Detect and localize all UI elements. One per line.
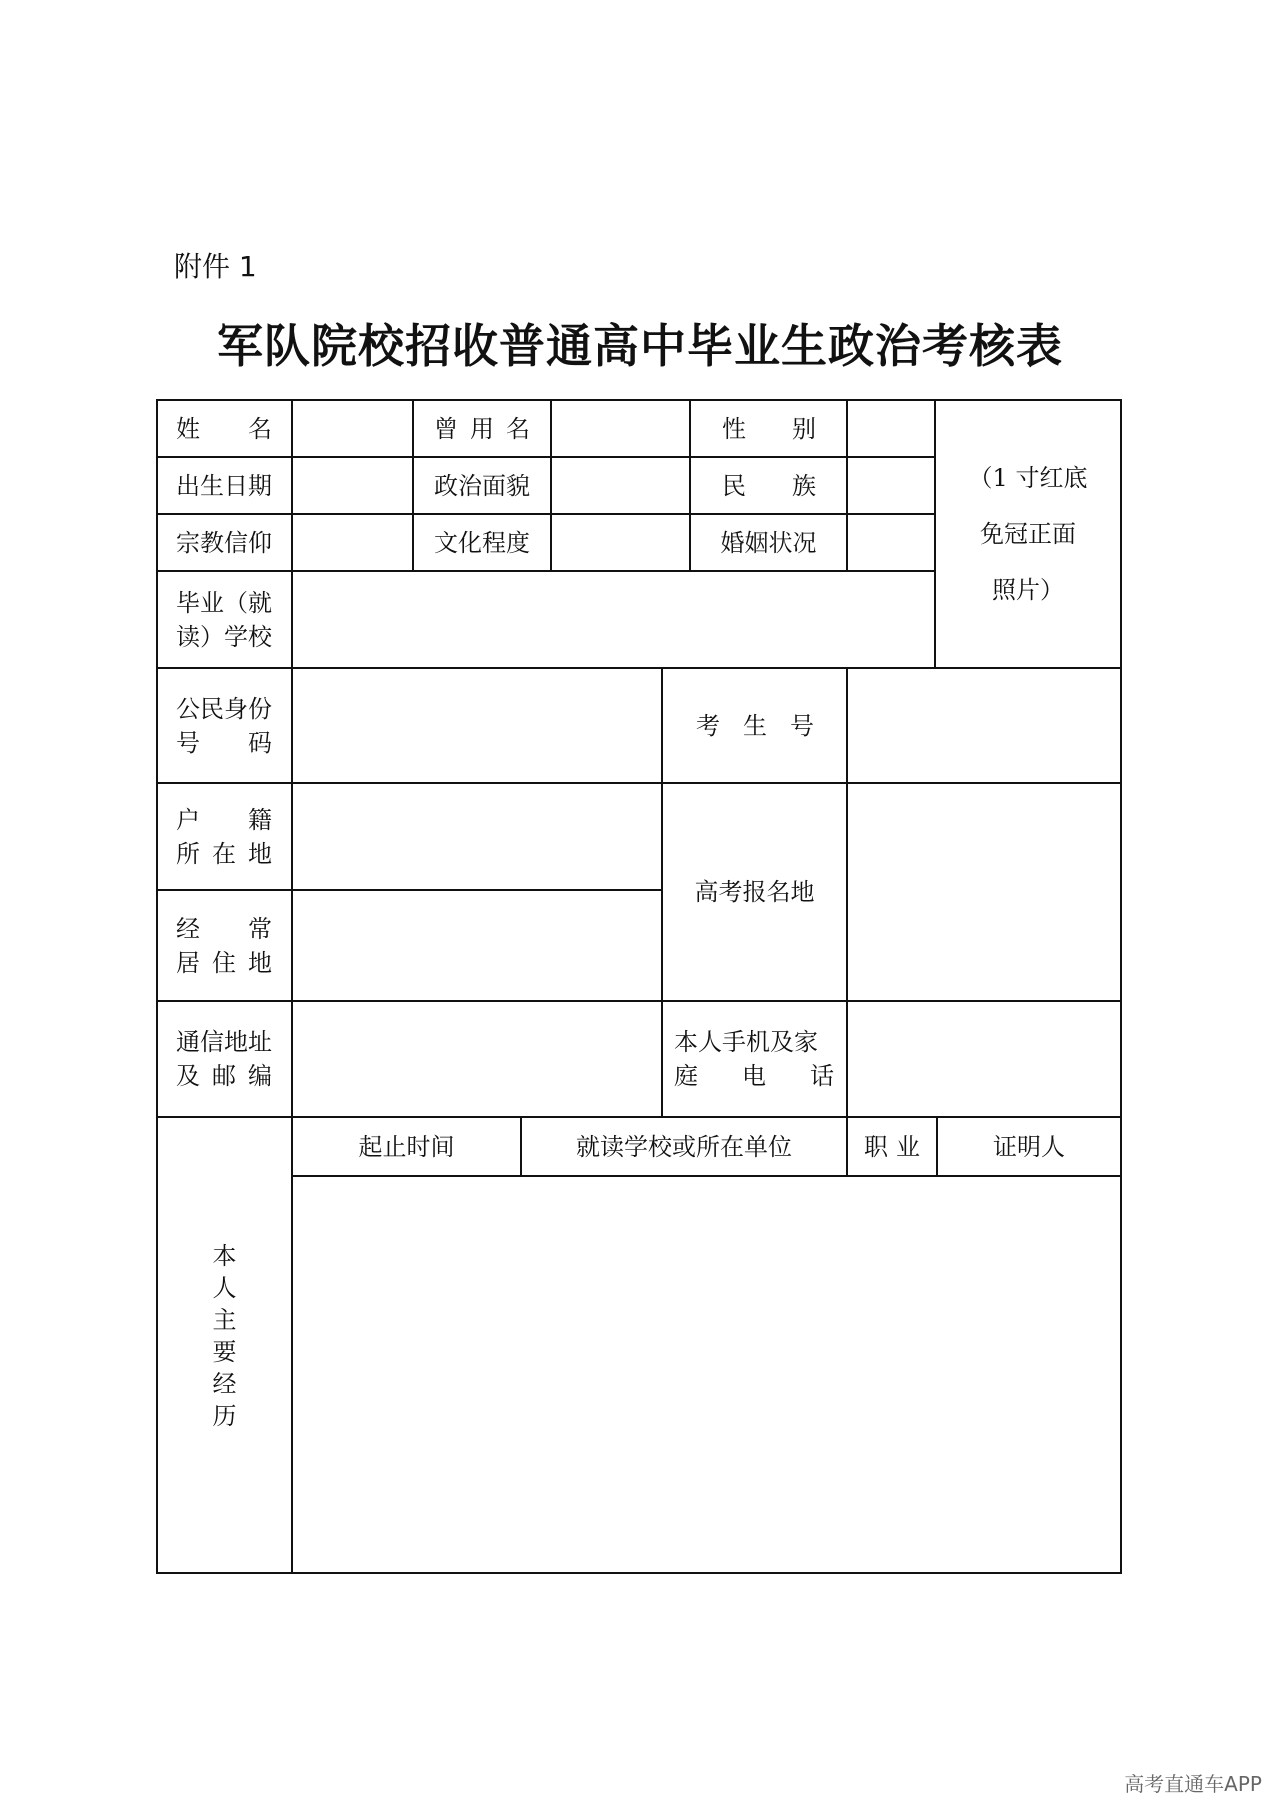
education-field[interactable] — [552, 515, 689, 570]
residence-field[interactable] — [293, 891, 661, 1000]
mailing-address-label: 通信地址 及 邮 编 — [176, 1028, 272, 1090]
exam-number-field[interactable] — [848, 669, 1120, 782]
name-label: 姓 名 — [176, 414, 272, 443]
marital-status-label: 婚姻状况 — [720, 528, 817, 557]
page-title: 军队院校招收普通高中毕业生政治考核表 — [217, 319, 1063, 373]
history-header-job: 职 业 — [864, 1132, 920, 1161]
exam-number-label: 考 生 号 — [696, 711, 814, 740]
mailing-address-field[interactable] — [293, 1002, 661, 1116]
school-label: 毕业（就 读）学校 — [176, 588, 272, 651]
id-number-label: 公民身份 号 码 — [176, 694, 272, 757]
marital-status-field[interactable] — [848, 515, 934, 570]
birth-date-label: 出生日期 — [176, 471, 272, 500]
id-number-field[interactable] — [293, 669, 661, 782]
phone-label: 本人手机及家 庭 电 话 — [674, 1028, 834, 1090]
religion-label: 宗教信仰 — [176, 528, 272, 557]
photo-placeholder: （1 寸红底 免冠正面 照片） — [968, 464, 1088, 604]
ethnicity-label: 民 族 — [722, 471, 816, 500]
household-label: 户 籍 所 在 地 — [176, 805, 272, 868]
watermark: 高考直通车APP — [1124, 1772, 1262, 1796]
history-header-period: 起止时间 — [358, 1132, 455, 1161]
religion-field[interactable] — [293, 515, 412, 570]
political-status-label: 政治面貌 — [434, 471, 530, 500]
phone-field[interactable] — [848, 1002, 1120, 1116]
household-field[interactable] — [293, 784, 661, 889]
attachment-label: 附件 1 — [174, 250, 257, 283]
gender-field[interactable] — [848, 401, 934, 456]
political-status-field[interactable] — [552, 458, 689, 513]
name-field[interactable] — [293, 401, 412, 456]
history-label: 本 人 主 要 经 历 — [212, 1242, 237, 1430]
school-field[interactable] — [293, 572, 934, 667]
ethnicity-field[interactable] — [848, 458, 934, 513]
exam-registration-label: 高考报名地 — [694, 878, 815, 906]
former-name-label: 曾 用 名 — [434, 414, 530, 443]
history-header-witness: 证明人 — [993, 1132, 1065, 1161]
former-name-field[interactable] — [552, 401, 689, 456]
residence-label: 经 常 居 住 地 — [176, 914, 272, 977]
education-label: 文化程度 — [434, 528, 530, 557]
history-header-school-unit: 就读学校或所在单位 — [576, 1132, 792, 1161]
birth-date-field[interactable] — [293, 458, 412, 513]
exam-registration-field[interactable] — [848, 784, 1120, 1000]
history-entries-field[interactable] — [293, 1177, 1120, 1572]
gender-label: 性 别 — [722, 414, 816, 443]
